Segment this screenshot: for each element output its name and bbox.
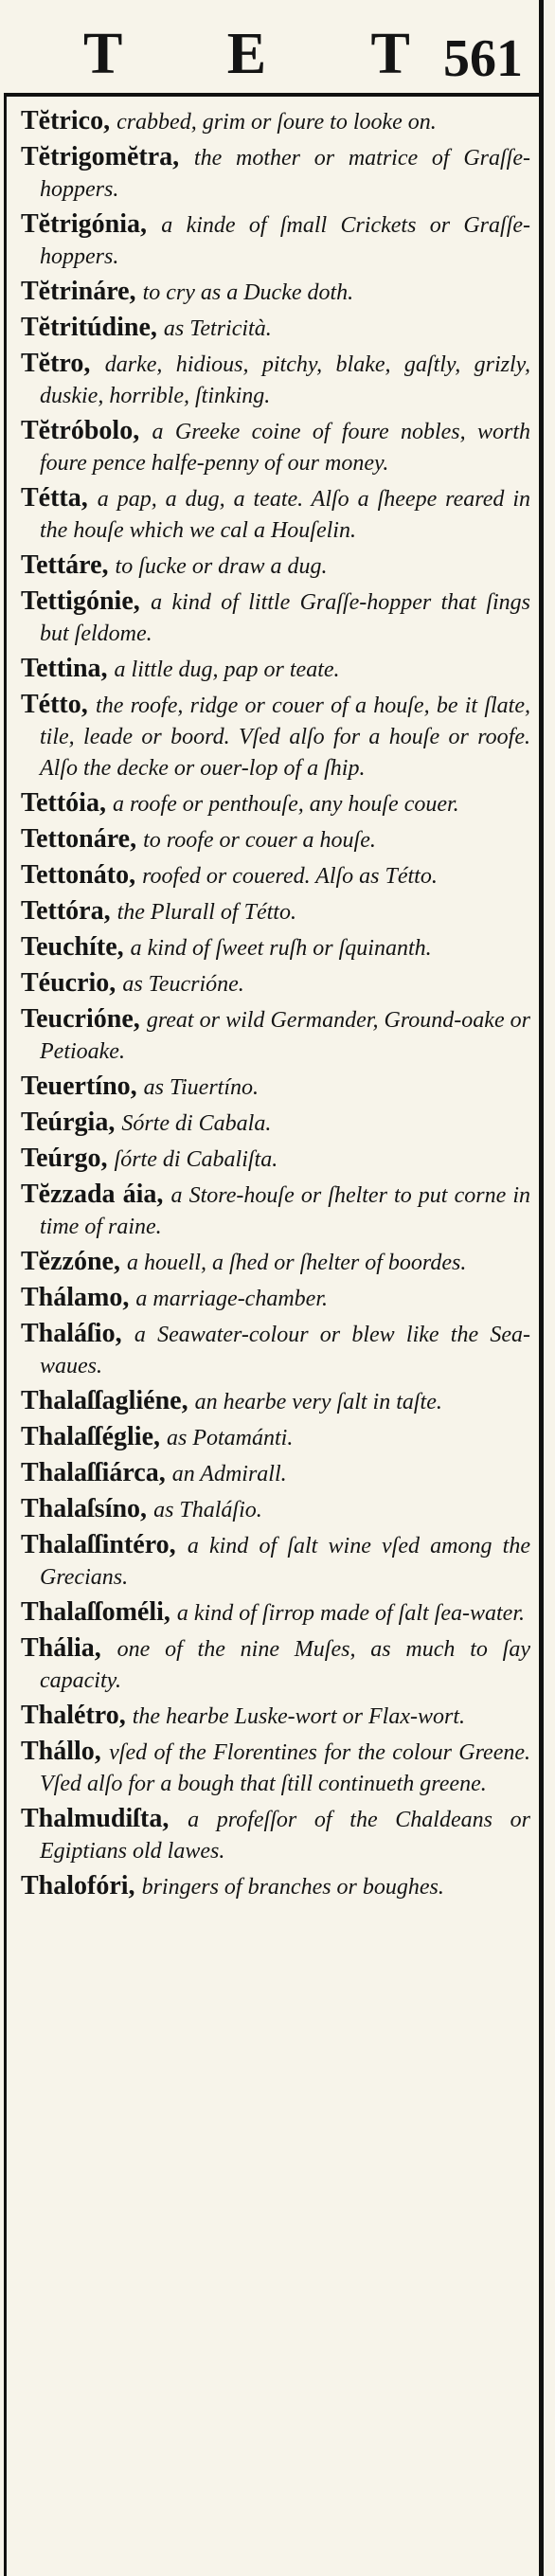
dictionary-entry <box>21 209 530 272</box>
dictionary-entry <box>21 1072 530 1103</box>
entry-headword: Thália, <box>21 1633 101 1663</box>
dictionary-entry <box>21 1494 530 1525</box>
dictionary-entry <box>21 349 530 411</box>
entry-headword: Thalofóri, <box>21 1871 135 1900</box>
entry-definition: a Greeke coine of foure nobles, worth foure pence halfe-penny of our money. <box>40 420 530 476</box>
entry-headword: Thállo, <box>21 1737 101 1766</box>
column-left-rule <box>4 93 7 2576</box>
entry-headword: Thalaſſagliéne, <box>21 1386 188 1415</box>
dictionary-entry <box>21 1422 530 1453</box>
dictionary-entry <box>21 483 530 546</box>
dictionary-entry <box>21 1530 530 1593</box>
entry-definition: a houell, a ſhed or ſhelter of boordes. <box>126 1251 467 1275</box>
dictionary-entry <box>21 550 530 582</box>
dictionary-entry <box>21 1319 530 1381</box>
dictionary-entry <box>21 860 530 892</box>
entry-headword: Tettonáre, <box>21 824 137 854</box>
entry-headword: Tétto, <box>21 690 88 719</box>
entry-headword: Teucrióne, <box>21 1004 140 1034</box>
entry-definition: a kind of little Graſſe-hopper that ſings but ſeldome. <box>40 590 530 646</box>
entry-headword: Teúrgia, <box>21 1108 116 1137</box>
entry-headword: Tétta, <box>21 483 88 513</box>
entry-definition: crabbed, grim or ſoure to looke on. <box>116 110 437 135</box>
entry-definition: a little dug, pap or teate. <box>114 658 340 682</box>
dictionary-entry <box>21 1386 530 1417</box>
dictionary-entry <box>21 1701 530 1732</box>
entry-headword: Thaláſio, <box>21 1319 122 1348</box>
dictionary-entry <box>21 1871 530 1902</box>
entry-headword: Tĕzzóne, <box>21 1247 120 1276</box>
entry-headword: Tettina, <box>21 654 108 683</box>
entry-definition: the hearbe Luske-wort or Flax-wort. <box>132 1704 465 1729</box>
entry-headword: Teuchíte, <box>21 932 124 962</box>
entry-definition: bringers of branches or boughes. <box>141 1875 444 1900</box>
dictionary-entry <box>21 932 530 964</box>
entry-headword: Tettonáto, <box>21 860 136 890</box>
entry-headword: Tĕtrináre, <box>21 277 136 306</box>
entry-definition: a roofe or penthouſe, any houſe couer. <box>112 792 459 817</box>
dictionary-entry <box>21 1804 530 1866</box>
entry-headword: Tettóia, <box>21 788 106 818</box>
entry-headword: Tĕtrico, <box>21 106 111 135</box>
entry-headword: Tĕtróbolo, <box>21 416 140 445</box>
dictionary-entry <box>21 313 530 344</box>
entry-headword: Thalaſſoméli, <box>21 1597 170 1627</box>
entry-headword: Tĕtro, <box>21 349 91 378</box>
entry-definition: as Potamánti. <box>167 1426 294 1450</box>
page-number: 561 <box>443 29 523 88</box>
entry-headword: Tettóra, <box>21 896 111 926</box>
entry-definition: a kinde of ſmall Crickets or Graſſe-hoppers. <box>40 213 531 269</box>
entry-headword: Teuertíno, <box>21 1072 137 1101</box>
dictionary-entry <box>21 824 530 856</box>
dictionary-entry <box>21 1108 530 1139</box>
dictionary-entry <box>21 1180 530 1242</box>
entry-definition: a kind of ſalt wine vſed among the Grecians. <box>40 1534 531 1590</box>
entry-list <box>21 106 530 1907</box>
dictionary-entry <box>21 277 530 308</box>
entry-definition: Sórte di Cabala. <box>121 1111 272 1136</box>
header-rule <box>4 93 544 97</box>
entry-definition: a marriage-chamber. <box>135 1287 328 1311</box>
entry-headword: Tĕtrigomĕtra, <box>21 142 180 171</box>
dictionary-entry <box>21 1633 530 1696</box>
entry-definition: darke, hidious, pitchy, blake, gaſtly, grizly, duskie, horrible, ſtinking. <box>40 352 530 408</box>
entry-headword: Thalaſſiárca, <box>21 1458 166 1487</box>
entry-definition: an Admirall. <box>171 1462 287 1486</box>
entry-definition: a Store-houſe or ſhelter to put corne in time of raine. <box>40 1183 531 1239</box>
entry-definition: as Thaláſio. <box>153 1498 262 1522</box>
dictionary-entry <box>21 106 530 137</box>
entry-definition: to ſucke or draw a dug. <box>115 554 328 579</box>
entry-headword: Teúrgo, <box>21 1144 108 1173</box>
entry-definition: to cry as a Ducke doth. <box>142 280 354 305</box>
entry-definition: to roofe or couer a houſe. <box>143 828 376 853</box>
dictionary-entry <box>21 1247 530 1278</box>
entry-definition: as Tetricità. <box>163 316 272 341</box>
entry-definition: a kind of ſirrop made of ſalt ſea-water. <box>176 1601 525 1626</box>
entry-definition: a pap, a dug, a teate. Alſo a ſheepe reared in the houſe which we cal a Houſelin. <box>40 487 531 543</box>
entry-definition: an hearbe very ſalt in taſte. <box>194 1390 442 1414</box>
entry-definition: great or wild Germander, Ground-oake or Petioake. <box>40 1008 531 1064</box>
entry-headword: Tĕtritúdine, <box>21 313 157 342</box>
dictionary-entry <box>21 788 530 820</box>
dictionary-entry <box>21 1004 530 1067</box>
entry-definition: a profeſſor of the Chaldeans or Egiptians old lawes. <box>40 1808 530 1864</box>
entry-definition: the roofe, ridge or couer of a houſe, be it ſlate, tile, leade or boord. Vſed alſo for a houſe or roofe. Alſo the decke or ouer-lop of a ſhip. <box>40 694 530 781</box>
entry-definition: the mother or matrice of Graſſe-hoppers. <box>40 146 530 202</box>
entry-headword: Thálamo, <box>21 1283 130 1312</box>
dictionary-entry <box>21 690 530 784</box>
dictionary-entry <box>21 1597 530 1629</box>
entry-definition: a Seawater-colour or blew like the Sea-waues. <box>40 1323 530 1378</box>
dictionary-entry <box>21 1283 530 1314</box>
entry-headword: Tettáre, <box>21 550 109 580</box>
running-head-letters: T E T <box>83 22 456 86</box>
entry-headword: Tettigónie, <box>21 586 140 616</box>
entry-definition: one of the nine Muſes, as much to ſay capacity. <box>40 1637 530 1693</box>
entry-headword: Thalaſſintéro, <box>21 1530 176 1559</box>
dictionary-entry <box>21 968 530 1000</box>
entry-headword: Thalaſsíno, <box>21 1494 148 1523</box>
entry-headword: Téucrio, <box>21 968 116 998</box>
dictionary-entry <box>21 654 530 685</box>
entry-definition: a kind of ſweet ruſh or ſquinanth. <box>130 936 432 961</box>
dictionary-entry <box>21 142 530 205</box>
page-header <box>0 0 555 99</box>
entry-headword: Tĕtrigónia, <box>21 209 147 239</box>
entry-headword: Thalaſſéglie, <box>21 1422 160 1451</box>
entry-definition: as Teucrióne. <box>122 972 244 997</box>
entry-definition: vſed of the Florentines for the colour Greene. Vſed alſo for a bough that ſtill continueth greene. <box>40 1740 530 1796</box>
entry-definition: as Tiuertíno. <box>143 1075 259 1100</box>
dictionary-entry <box>21 586 530 649</box>
entry-headword: Thalmudiſta, <box>21 1804 170 1833</box>
dictionary-entry <box>21 1737 530 1799</box>
dictionary-entry <box>21 416 530 478</box>
entry-headword: Tĕzzada áia, <box>21 1180 164 1209</box>
entry-definition: roofed or couered. Alſo as Tétto. <box>142 864 438 889</box>
dictionary-entry <box>21 896 530 928</box>
column-right-rule <box>539 0 544 2576</box>
entry-headword: Thalétro, <box>21 1701 126 1730</box>
entry-definition: ſórte di Cabaliſta. <box>114 1147 278 1172</box>
dictionary-entry <box>21 1144 530 1175</box>
entry-definition: the Plurall of Tétto. <box>116 900 296 925</box>
dictionary-entry <box>21 1458 530 1489</box>
